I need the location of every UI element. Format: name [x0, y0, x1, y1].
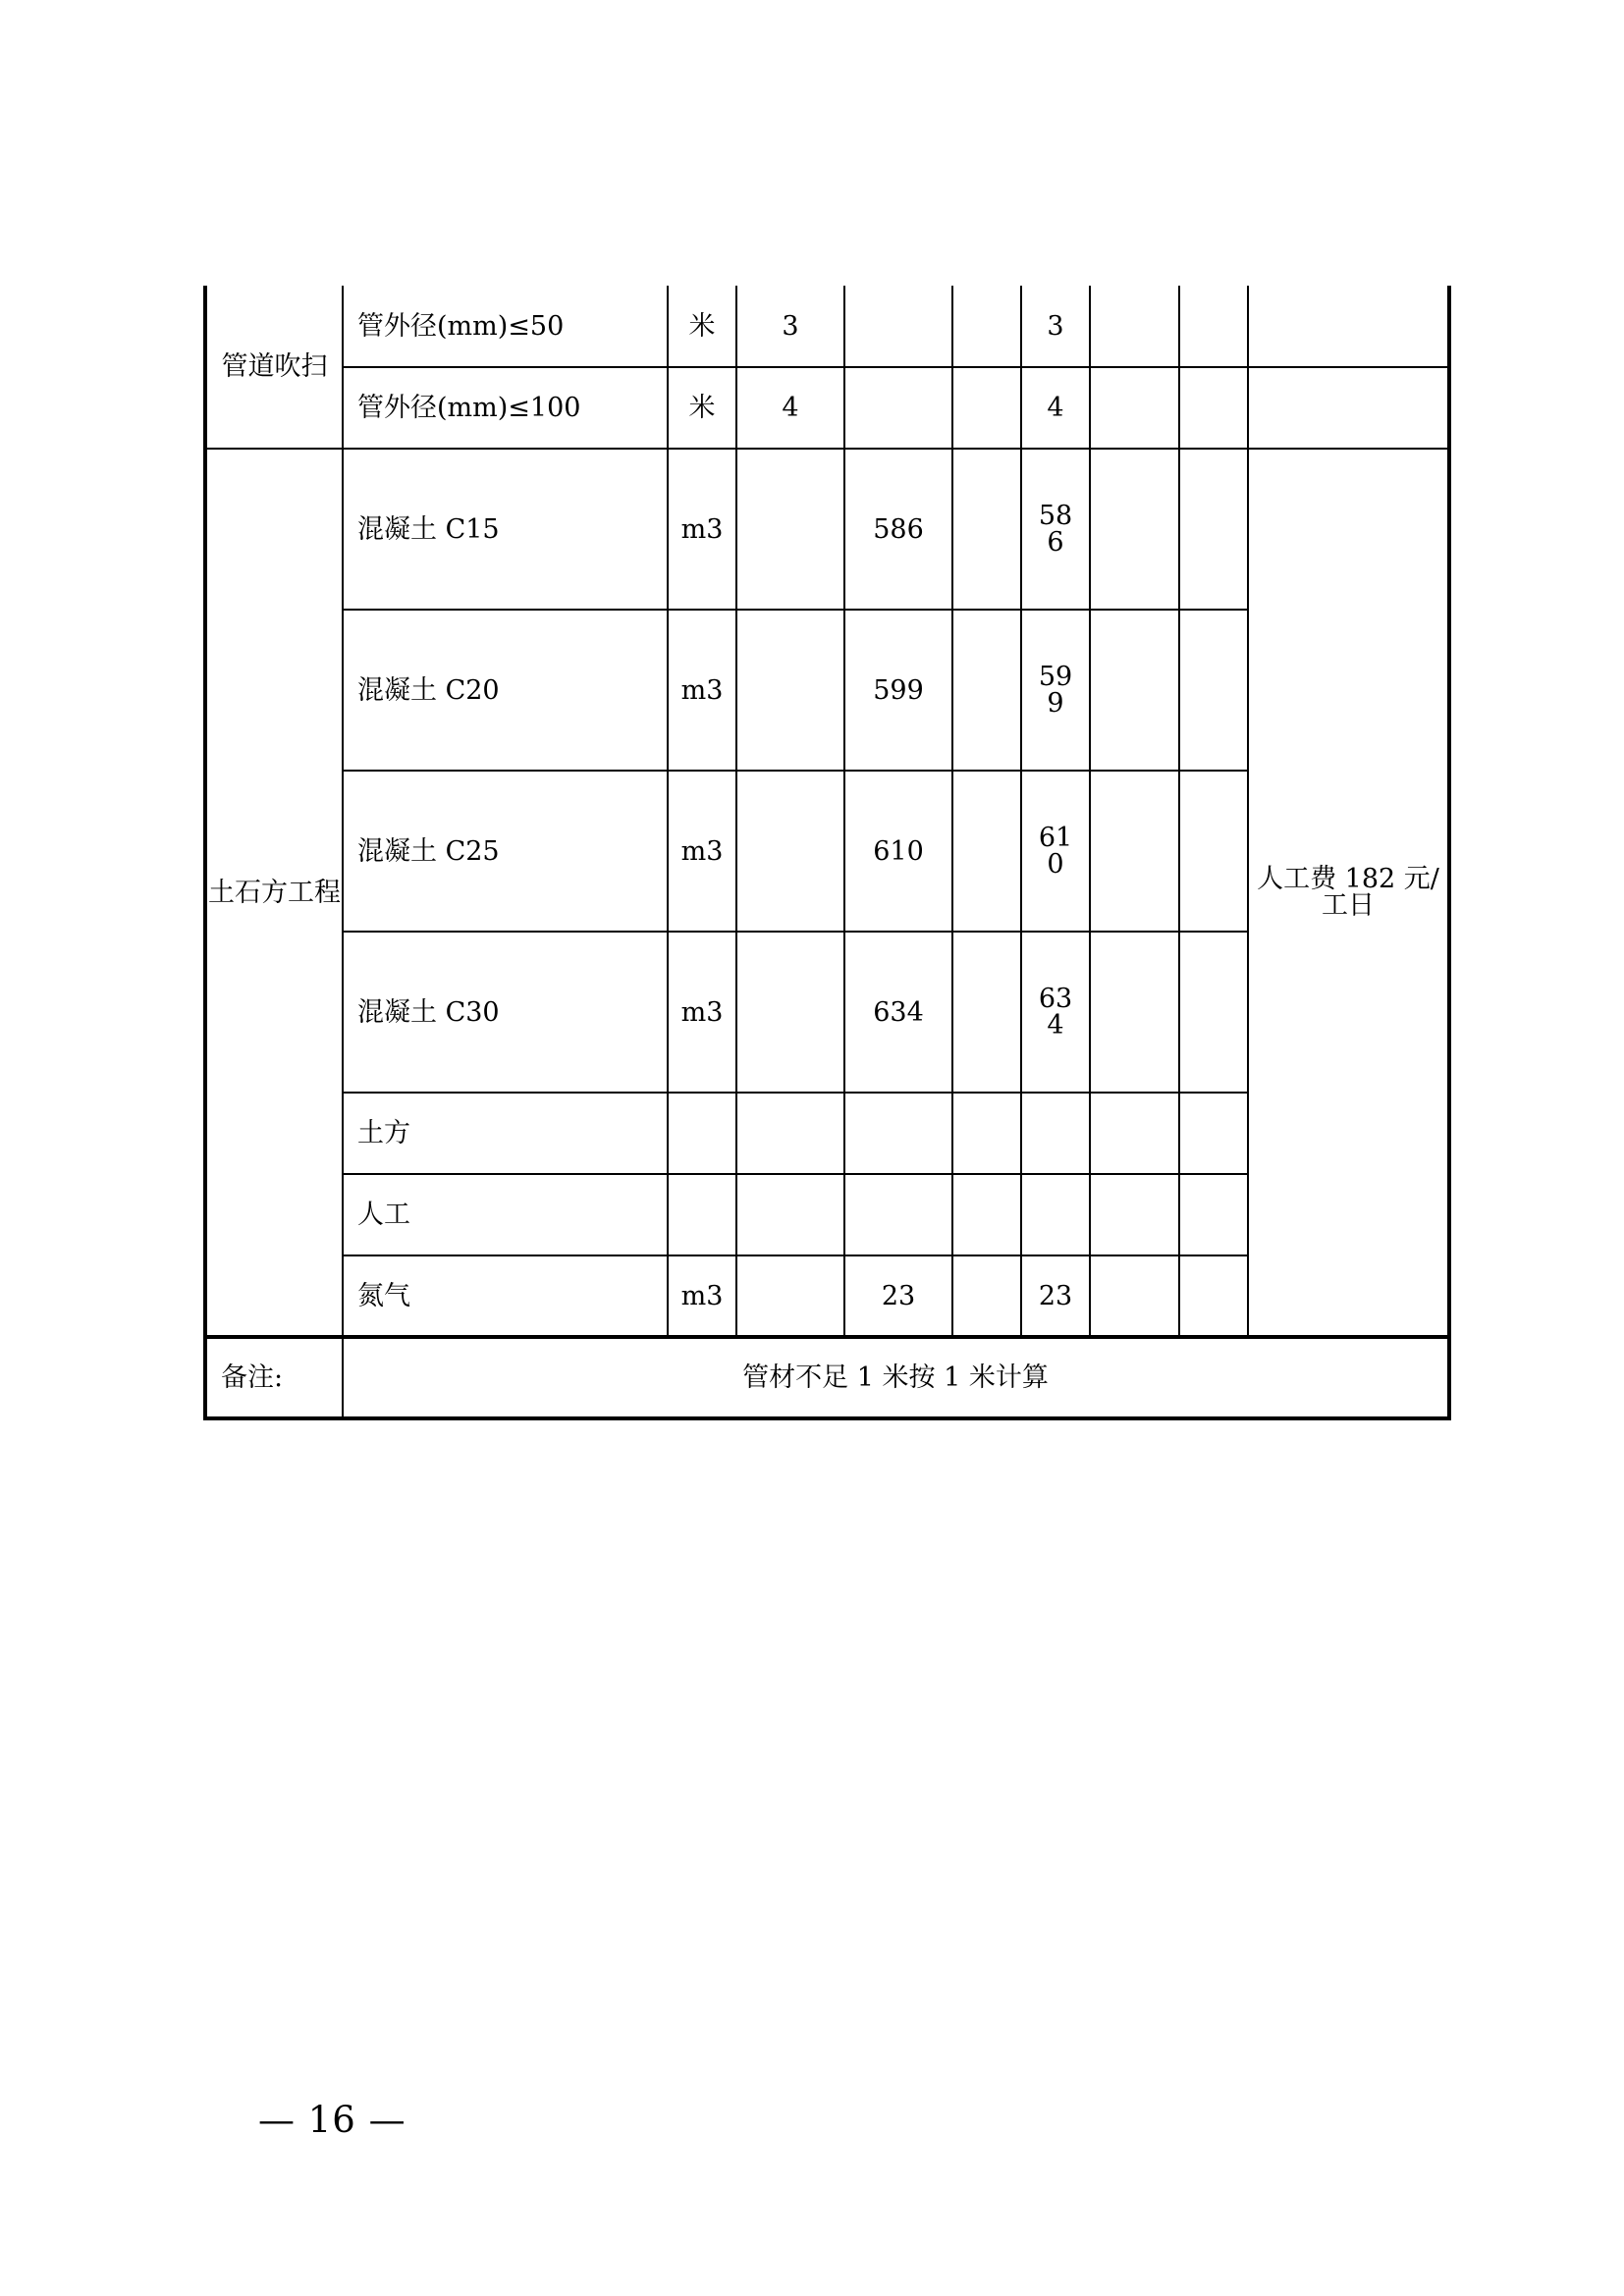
item-name: 混凝土 C25 — [343, 771, 668, 932]
unit-cell: 米 — [668, 286, 736, 367]
value-cell — [952, 610, 1021, 771]
value-cell — [844, 286, 952, 367]
value-cell — [736, 1093, 844, 1174]
value-cell — [844, 1174, 952, 1255]
value-cell — [1090, 610, 1179, 771]
value-cell — [736, 1174, 844, 1255]
total-cell — [1021, 610, 1090, 771]
value-cell — [1179, 771, 1248, 932]
value-cell — [1179, 367, 1248, 449]
value-cell — [952, 932, 1021, 1093]
value-cell — [952, 1093, 1021, 1174]
total-cell — [1021, 932, 1090, 1093]
total-cell — [1021, 1093, 1090, 1174]
value-cell: 4 — [736, 367, 844, 449]
total-value: 599 — [1038, 662, 1073, 719]
category-cell: 管道吹扫 — [205, 286, 343, 449]
remark-cell: 人工费 182 元/工日 — [1248, 449, 1449, 1337]
value-cell — [1090, 1093, 1179, 1174]
item-name: 土方 — [343, 1093, 668, 1174]
value-cell — [1090, 771, 1179, 932]
item-name: 人工 — [343, 1174, 668, 1255]
table-row — [205, 286, 1449, 367]
price-table — [203, 286, 1451, 1420]
unit-cell — [668, 1093, 736, 1174]
note-label: 备注: — [205, 1337, 343, 1418]
value-cell — [1090, 367, 1179, 449]
total-value: 610 — [1038, 823, 1073, 880]
value-cell — [1179, 1255, 1248, 1337]
value-cell — [736, 771, 844, 932]
value-cell — [1179, 449, 1248, 610]
total-value: 634 — [1038, 984, 1073, 1041]
item-name: 管外径(mm)≤50 — [343, 286, 668, 367]
item-name: 混凝土 C20 — [343, 610, 668, 771]
value-cell — [952, 1174, 1021, 1255]
value-cell: 599 — [844, 610, 952, 771]
total-cell: 23 — [1021, 1255, 1090, 1337]
value-cell — [1090, 1174, 1179, 1255]
value-cell — [952, 449, 1021, 610]
table-row — [205, 449, 1449, 610]
item-name: 混凝土 C15 — [343, 449, 668, 610]
page-number: — 16 — — [258, 2099, 406, 2141]
total-cell: 3 — [1021, 286, 1090, 367]
value-cell: 3 — [736, 286, 844, 367]
unit-cell: m3 — [668, 932, 736, 1093]
note-text: 管材不足 1 米按 1 米计算 — [343, 1337, 1449, 1418]
value-cell: 634 — [844, 932, 952, 1093]
item-name: 管外径(mm)≤100 — [343, 367, 668, 449]
value-cell — [1090, 449, 1179, 610]
value-cell — [952, 286, 1021, 367]
value-cell — [736, 1255, 844, 1337]
unit-cell: m3 — [668, 449, 736, 610]
value-cell: 610 — [844, 771, 952, 932]
value-cell — [1090, 932, 1179, 1093]
value-cell: 23 — [844, 1255, 952, 1337]
remark-cell — [1248, 367, 1449, 449]
unit-cell — [668, 1174, 736, 1255]
value-cell — [844, 1093, 952, 1174]
value-cell — [1179, 610, 1248, 771]
item-name: 氮气 — [343, 1255, 668, 1337]
value-cell — [736, 932, 844, 1093]
value-cell — [952, 1255, 1021, 1337]
value-cell — [1179, 1093, 1248, 1174]
unit-cell: 米 — [668, 367, 736, 449]
remark-cell — [1248, 286, 1449, 367]
value-cell — [736, 449, 844, 610]
note-row — [205, 1337, 1449, 1418]
table-row — [205, 367, 1449, 449]
value-cell — [1090, 1255, 1179, 1337]
value-cell — [1179, 1174, 1248, 1255]
total-cell — [1021, 1174, 1090, 1255]
value-cell — [1090, 286, 1179, 367]
total-cell — [1021, 771, 1090, 932]
item-name: 混凝土 C30 — [343, 932, 668, 1093]
unit-cell: m3 — [668, 610, 736, 771]
value-cell — [1179, 932, 1248, 1093]
value-cell — [952, 771, 1021, 932]
unit-cell: m3 — [668, 771, 736, 932]
unit-cell: m3 — [668, 1255, 736, 1337]
value-cell — [844, 367, 952, 449]
category-cell: 土石方工程 — [205, 449, 343, 1337]
total-cell: 4 — [1021, 367, 1090, 449]
value-cell — [952, 367, 1021, 449]
value-cell: 586 — [844, 449, 952, 610]
total-cell — [1021, 449, 1090, 610]
total-value: 586 — [1038, 501, 1073, 558]
value-cell — [1179, 286, 1248, 367]
value-cell — [736, 610, 844, 771]
